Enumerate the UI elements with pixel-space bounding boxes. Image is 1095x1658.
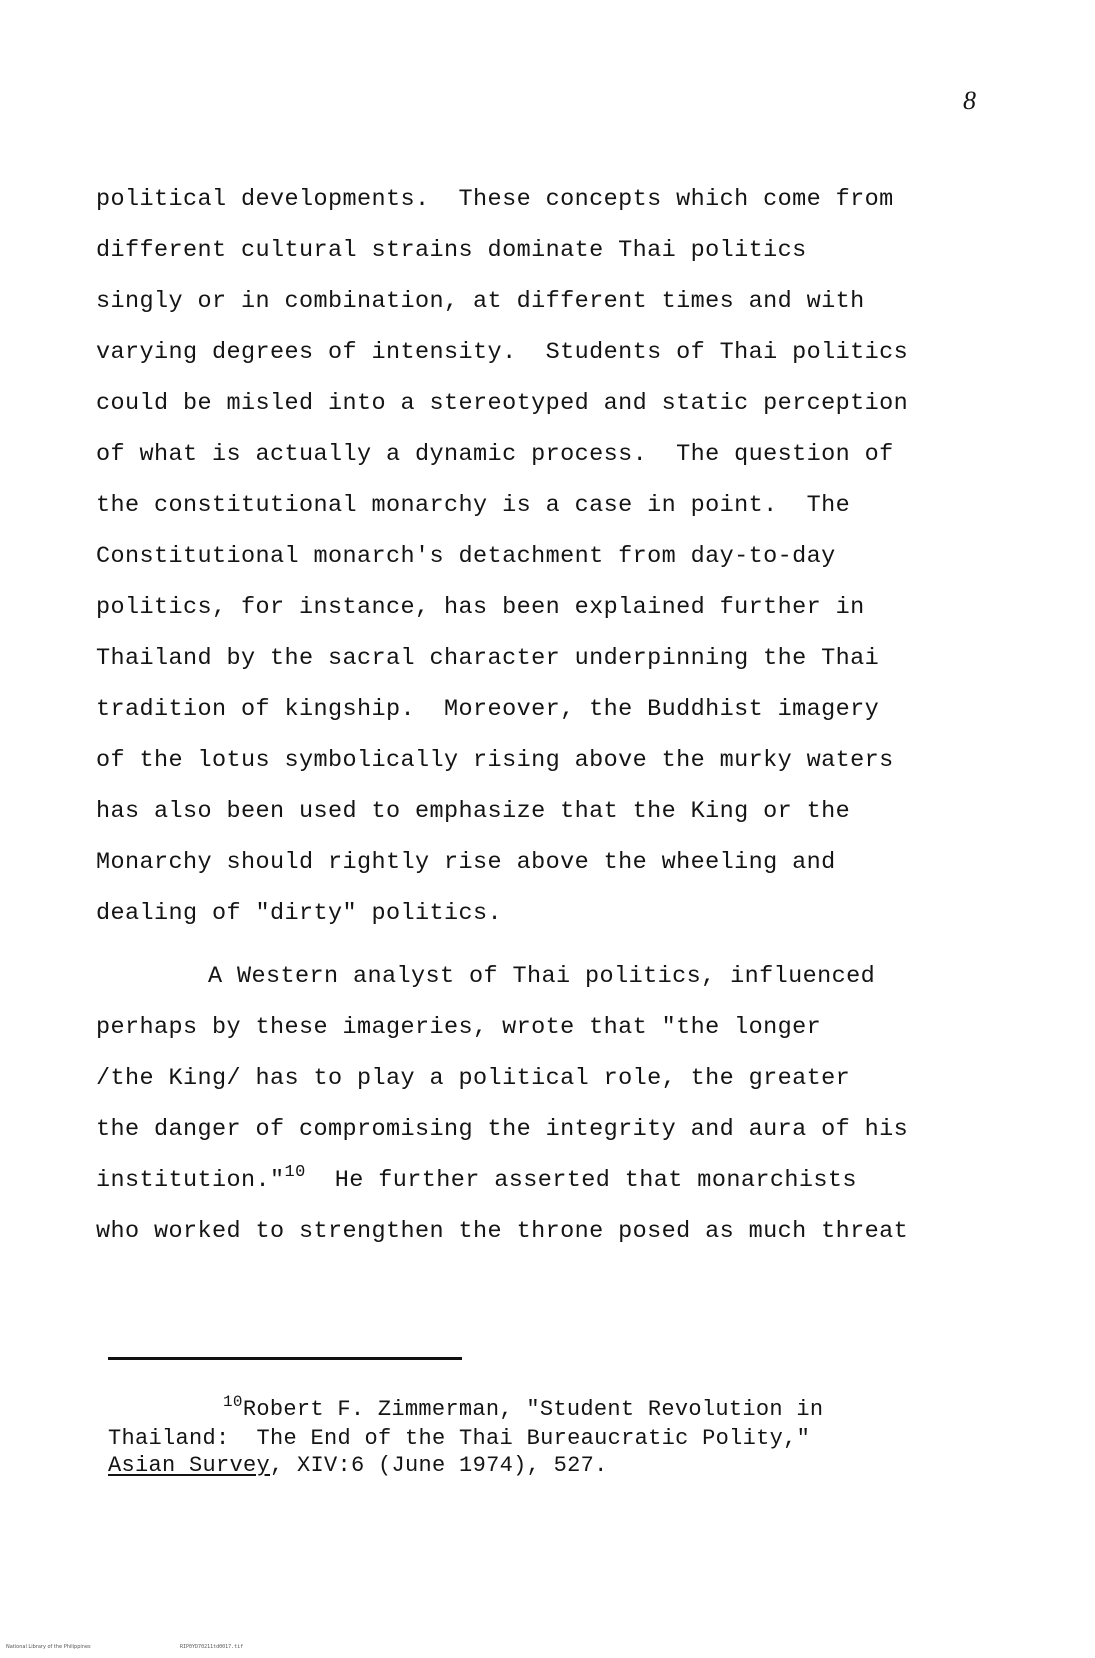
body-line: of the lotus symbolically rising above the murky waters bbox=[96, 747, 894, 774]
body-line: Monarchy should rightly rise above the wheeling and bbox=[96, 849, 836, 876]
body-line: dealing of "dirty" politics. bbox=[96, 900, 503, 927]
body-line: perhaps by these imageries, wrote that "the longer bbox=[96, 1014, 822, 1041]
body-line: could be misled into a stereotyped and static perception bbox=[96, 390, 909, 417]
body-line: Constitutional monarch's detachment from day-to-day bbox=[96, 543, 836, 570]
body-line: political developments. These concepts which come from bbox=[96, 186, 894, 213]
footnote-divider bbox=[108, 1357, 462, 1360]
body-line: politics, for instance, has been explained further in bbox=[96, 594, 865, 621]
footnote-text: , XIV:6 (June 1974), 527. bbox=[270, 1453, 608, 1478]
body-line-text: institution." bbox=[96, 1167, 285, 1194]
body-line: /the King/ has to play a political role, the greater bbox=[96, 1065, 851, 1092]
body-line: has also been used to emphasize that the King or the bbox=[96, 798, 851, 825]
archive-library-stamp: National Library of the Philippines bbox=[6, 1644, 91, 1650]
body-line-text: He further asserted that monarchists bbox=[305, 1167, 857, 1194]
body-line: tradition of kingship. Moreover, the Buddhist imagery bbox=[96, 696, 880, 723]
footnote-line: Thailand: The End of the Thai Bureaucratic Polity," bbox=[108, 1426, 811, 1451]
archive-file-name: RIP0YD70211td0017.tif bbox=[180, 1644, 244, 1650]
body-line: of what is actually a dynamic process. The question of bbox=[96, 441, 894, 468]
body-line: Thailand by the sacral character underpinning the Thai bbox=[96, 645, 880, 672]
body-line: the constitutional monarchy is a case in point. The bbox=[96, 492, 851, 519]
footnote-line bbox=[108, 1452, 1008, 1479]
body-line: different cultural strains dominate Thai politics bbox=[96, 237, 807, 264]
body-line: who worked to strengthen the throne posed as much threat bbox=[96, 1218, 909, 1245]
journal-title: Asian Survey bbox=[108, 1453, 271, 1478]
footnote-marker: 10 bbox=[223, 1393, 243, 1411]
footnote-line bbox=[108, 1393, 1008, 1425]
footnote-reference: 10 bbox=[284, 1163, 306, 1182]
footnote bbox=[108, 1393, 1008, 1479]
body-line: A Western analyst of Thai politics, influenced bbox=[208, 963, 876, 990]
body-line: varying degrees of intensity. Students of Thai politics bbox=[96, 339, 909, 366]
page-number: 8 bbox=[963, 86, 976, 115]
body-line: the danger of compromising the integrity and aura of his bbox=[96, 1116, 909, 1143]
body-line bbox=[96, 1163, 857, 1198]
body-line: singly or in combination, at different times and with bbox=[96, 288, 865, 315]
footnote-text: Robert F. Zimmerman, "Student Revolution in bbox=[242, 1397, 824, 1422]
